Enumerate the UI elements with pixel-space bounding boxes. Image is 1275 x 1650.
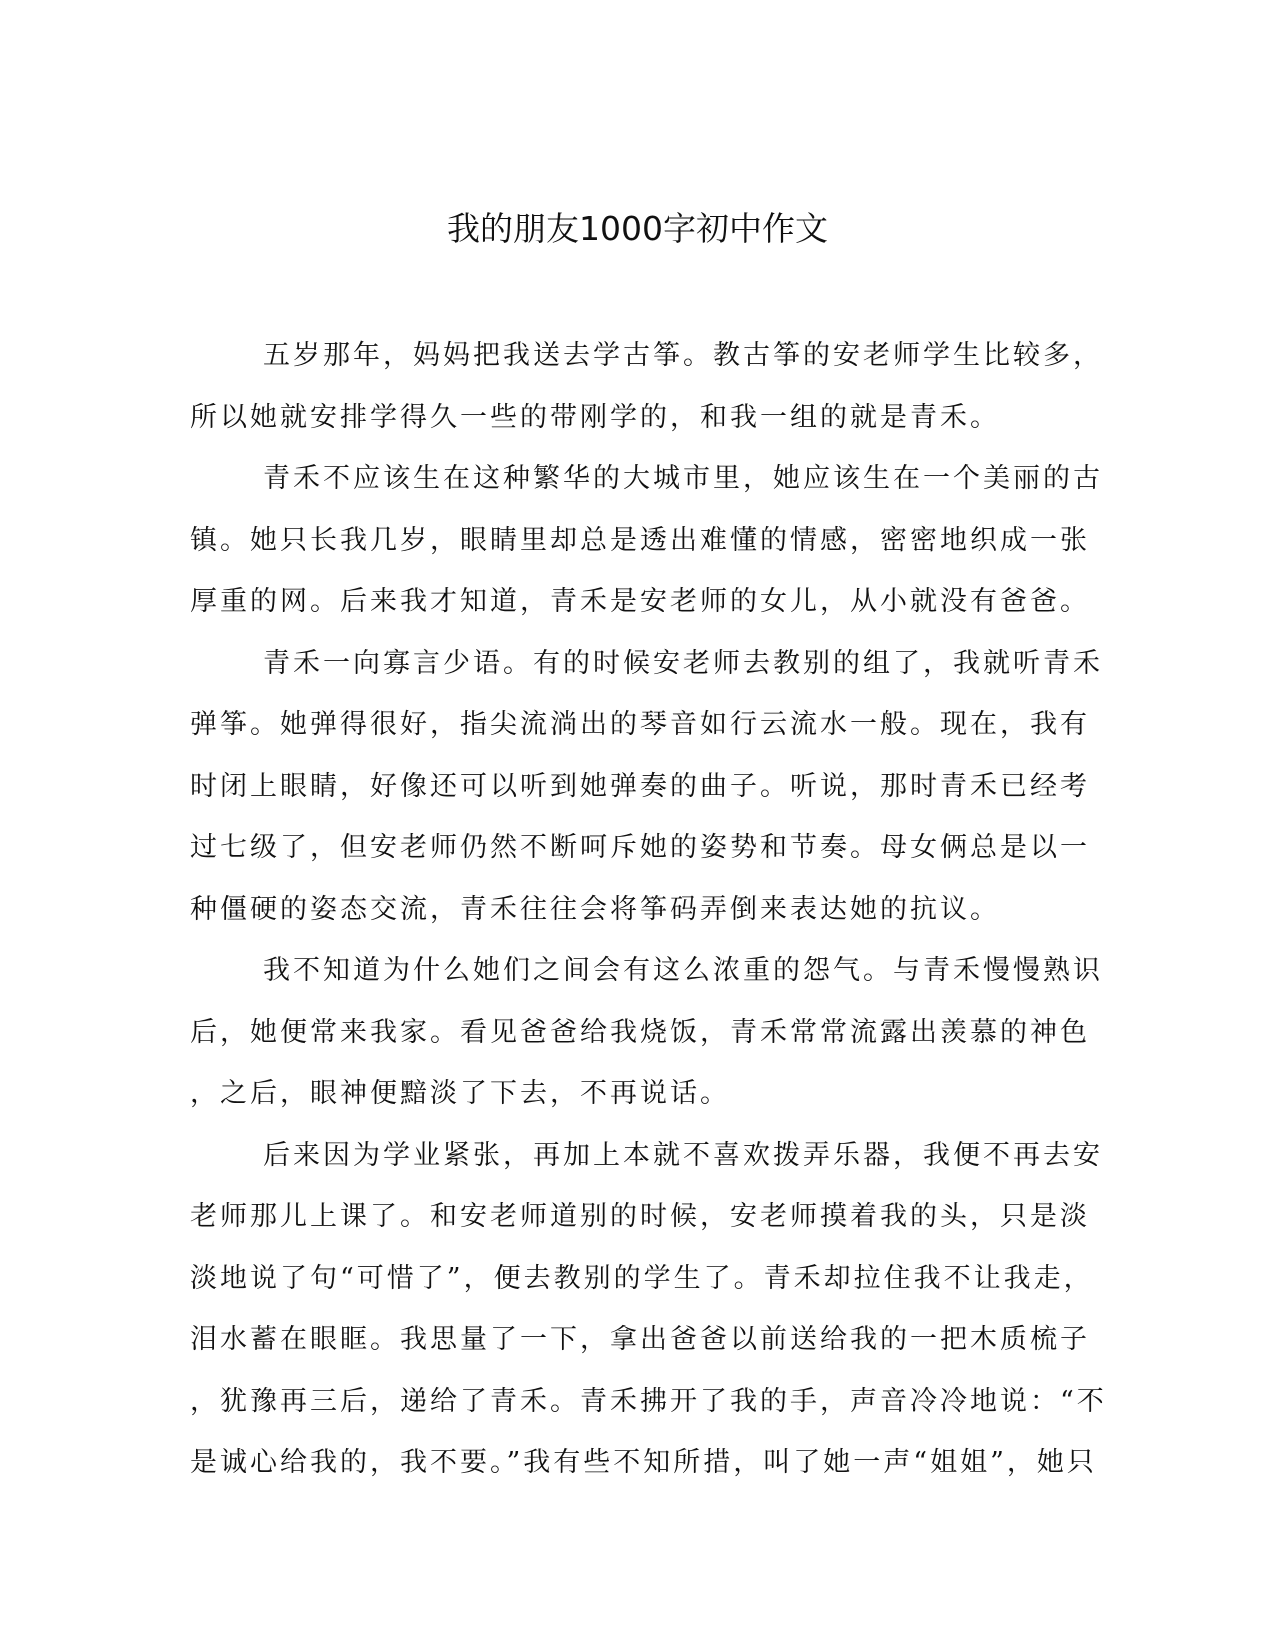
- paragraph-line: 青禾不应该生在这种繁华的大城市里，她应该生在一个美丽的古: [263, 463, 1103, 494]
- paragraph-line: 厚重的网。后来我才知道，青禾是安老师的女儿，从小就没有爸爸。: [190, 586, 1090, 617]
- paragraph-line: ，之后，眼神便黯淡了下去，不再说话。: [190, 1078, 730, 1109]
- paragraph-line: 泪水蓄在眼眶。我思量了一下，拿出爸爸以前送给我的一把木质梳子: [190, 1324, 1090, 1355]
- paragraph-line: 过七级了，但安老师仍然不断呵斥她的姿势和节奏。母女俩总是以一: [190, 832, 1090, 863]
- paragraph-line: 镇。她只长我几岁，眼睛里却总是透出难懂的情感，密密地织成一张: [190, 524, 1090, 556]
- paragraph-line: 淡地说了句“可惜了”，便去教别的学生了。青禾却拉住我不让我走，: [190, 1262, 1094, 1294]
- paragraph-line: 后来因为学业紧张，再加上本就不喜欢拨弄乐器，我便不再去安: [263, 1139, 1103, 1171]
- paragraph-line: ，犹豫再三后，递给了青禾。青禾拂开了我的手，声音冷冷地说：“不: [190, 1385, 1107, 1417]
- paragraph-line: 我不知道为什么她们之间会有这么浓重的怨气。与青禾慢慢熟识: [263, 955, 1103, 986]
- document-body: [190, 325, 1107, 1494]
- paragraph-line: 后，她便常来我家。看见爸爸给我烧饭，青禾常常流露出羡慕的神色: [190, 1016, 1090, 1048]
- paragraph-line: 所以她就安排学得久一些的带刚学的，和我一组的就是青禾。: [190, 401, 1000, 433]
- document-title: 我的朋友1000字初中作文: [447, 209, 828, 248]
- paragraph: [190, 1125, 1107, 1494]
- paragraph-line: 青禾一向寡言少语。有的时候安老师去教别的组了，我就听青禾: [263, 647, 1103, 679]
- paragraph-line: 五岁那年，妈妈把我送去学古筝。教古筝的安老师学生比较多，: [263, 340, 1103, 371]
- paragraph-line: 是诚心给我的，我不要。”我有些不知所措，叫了她一声“姐姐”，她只: [190, 1447, 1097, 1478]
- paragraph: [190, 448, 1103, 633]
- paragraph-line: 种僵硬的姿态交流，青禾往往会将筝码弄倒来表达她的抗议。: [190, 893, 1000, 925]
- paragraph-line: 弹筝。她弹得很好，指尖流淌出的琴音如行云流水一般。现在，我有: [190, 709, 1090, 740]
- paragraph: [190, 633, 1103, 941]
- paragraph: [190, 940, 1103, 1125]
- paragraph: [190, 325, 1103, 448]
- paragraph-line: 时闭上眼睛，好像还可以听到她弹奏的曲子。听说，那时青禾已经考: [190, 770, 1090, 802]
- paragraph-line: 老师那儿上课了。和安老师道别的时候，安老师摸着我的头，只是淡: [190, 1201, 1090, 1232]
